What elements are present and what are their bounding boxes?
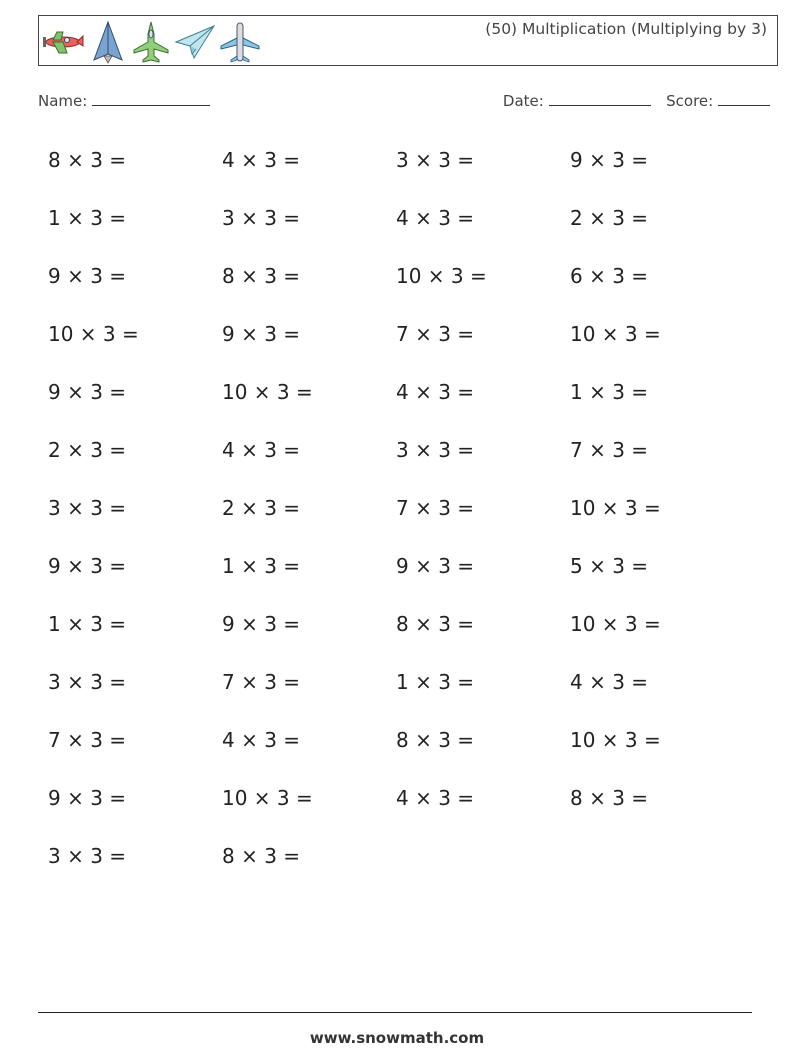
problem-item: 4 × 3 =	[396, 206, 475, 230]
date-blank[interactable]	[549, 91, 651, 106]
problem-item: 1 × 3 =	[570, 380, 649, 404]
problem-item: 4 × 3 =	[222, 728, 301, 752]
problem-item: 1 × 3 =	[48, 612, 127, 636]
problem-item: 5 × 3 =	[570, 554, 649, 578]
problem-item: 10 × 3 =	[570, 728, 661, 752]
problem-item: 3 × 3 =	[222, 206, 301, 230]
problem-item: 4 × 3 =	[396, 380, 475, 404]
paper-plane-icon	[174, 22, 216, 62]
problem-item: 10 × 3 =	[570, 612, 661, 636]
problem-item: 9 × 3 =	[570, 148, 649, 172]
problem-item: 4 × 3 =	[222, 438, 301, 462]
name-blank[interactable]	[92, 91, 210, 106]
problem-item: 4 × 3 =	[222, 148, 301, 172]
problem-item: 9 × 3 =	[222, 322, 301, 346]
date-label: Date:	[502, 92, 544, 110]
date-score-fields	[503, 91, 770, 110]
problem-item: 2 × 3 =	[48, 438, 127, 462]
worksheet-title: (50) Multiplication (Multiplying by 3)	[485, 20, 767, 38]
problem-item: 10 × 3 =	[48, 322, 139, 346]
problem-item: 10 × 3 =	[222, 380, 313, 404]
problem-item: 4 × 3 =	[396, 786, 475, 810]
problem-item: 10 × 3 =	[396, 264, 487, 288]
problem-item: 10 × 3 =	[222, 786, 313, 810]
footer-url: www.snowmath.com	[309, 1029, 485, 1047]
score-label: Score:	[666, 92, 714, 110]
problem-item: 7 × 3 =	[222, 670, 301, 694]
problem-item: 1 × 3 =	[48, 206, 127, 230]
name-field	[38, 91, 210, 110]
problem-item: 7 × 3 =	[570, 438, 649, 462]
problem-item: 8 × 3 =	[396, 728, 475, 752]
problem-item: 9 × 3 =	[48, 786, 127, 810]
problem-item: 3 × 3 =	[48, 844, 127, 868]
fighter-jet-icon	[131, 20, 171, 64]
problem-item: 8 × 3 =	[570, 786, 649, 810]
problem-item: 10 × 3 =	[570, 496, 661, 520]
problem-item: 8 × 3 =	[222, 264, 301, 288]
problem-item: 7 × 3 =	[396, 322, 475, 346]
problem-item: 3 × 3 =	[396, 148, 475, 172]
score-blank[interactable]	[718, 91, 770, 106]
header-icons	[41, 20, 264, 64]
problem-item: 9 × 3 =	[222, 612, 301, 636]
problem-item: 7 × 3 =	[396, 496, 475, 520]
problem-item: 3 × 3 =	[48, 670, 127, 694]
problem-item: 8 × 3 =	[48, 148, 127, 172]
rocket-jet-icon	[88, 20, 128, 64]
name-label: Name:	[38, 92, 88, 110]
problem-item: 9 × 3 =	[48, 380, 127, 404]
problem-item: 1 × 3 =	[396, 670, 475, 694]
footer-divider	[38, 1012, 752, 1013]
problem-item: 8 × 3 =	[222, 844, 301, 868]
problem-item: 2 × 3 =	[570, 206, 649, 230]
worksheet-header	[38, 15, 778, 66]
problem-item: 8 × 3 =	[396, 612, 475, 636]
problem-item: 9 × 3 =	[48, 554, 127, 578]
propeller-plane-icon	[41, 22, 85, 62]
problem-item: 7 × 3 =	[48, 728, 127, 752]
problem-item: 2 × 3 =	[222, 496, 301, 520]
problem-item: 1 × 3 =	[222, 554, 301, 578]
airliner-icon	[219, 20, 261, 64]
problem-item: 6 × 3 =	[570, 264, 649, 288]
problem-item: 4 × 3 =	[570, 670, 649, 694]
problem-item: 3 × 3 =	[48, 496, 127, 520]
problem-item: 9 × 3 =	[48, 264, 127, 288]
problem-item: 3 × 3 =	[396, 438, 475, 462]
problem-item: 9 × 3 =	[396, 554, 475, 578]
problem-item: 10 × 3 =	[570, 322, 661, 346]
